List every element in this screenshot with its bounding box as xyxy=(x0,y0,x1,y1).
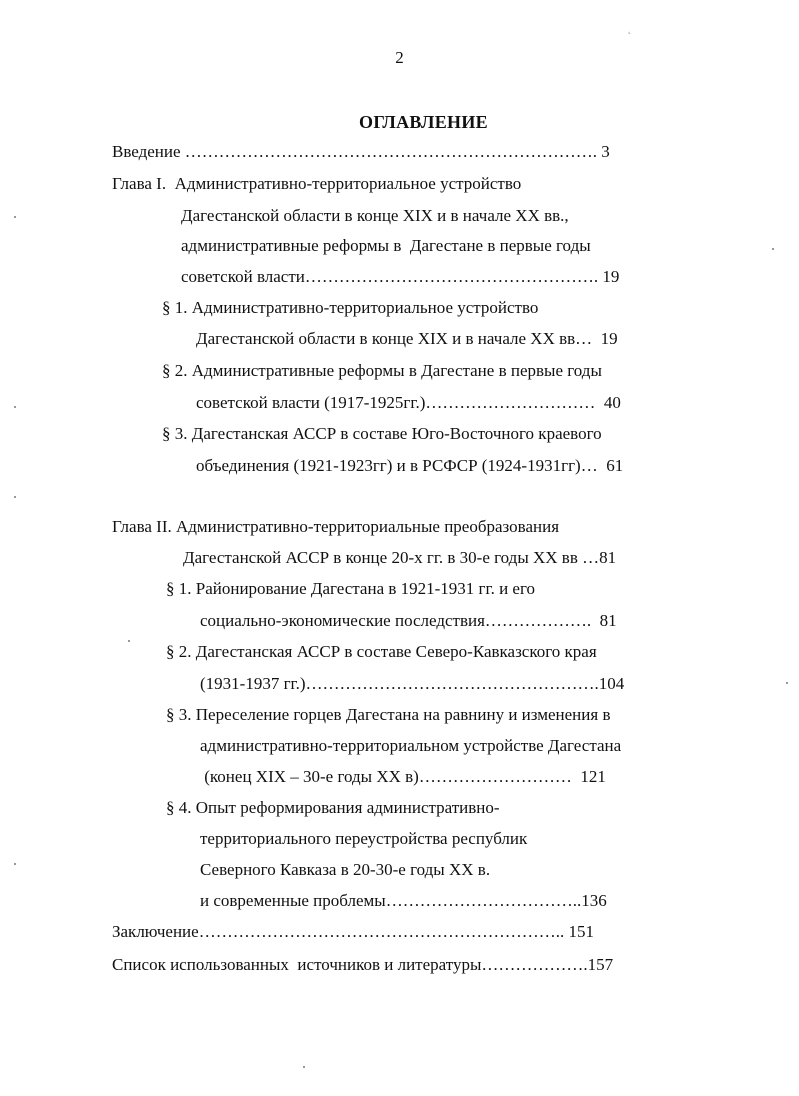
scan-speck xyxy=(303,1066,305,1068)
toc-ch1-section-3: § 3. Дагестанская АССР в составе Юго-Восточного краевого xyxy=(162,424,602,443)
scan-speck xyxy=(128,640,130,642)
toc-ch1-section-1-line-2: Дагестанской области в конце XIX и в начале XX вв… 19 xyxy=(196,329,618,348)
toc-ch2-section-4-line-3: Северного Кавказа в 20-30-е годы XX в. xyxy=(200,860,491,879)
scan-speck xyxy=(14,863,16,865)
toc-chapter-1-line-4: советской власти……………………………………………. 19 xyxy=(181,267,620,286)
toc-chapter-2-heading: Глава II. Административно-территориальные преобразования xyxy=(112,517,560,536)
scan-speck xyxy=(14,216,16,218)
scan-speck xyxy=(14,406,16,408)
toc-entry-conclusion: Заключение……………………………………………………….. 151 xyxy=(112,922,594,941)
toc-ch1-section-1: § 1. Административно-территориальное устройство xyxy=(162,298,539,317)
toc-ch2-section-4-line-4: и современные проблемы……………………………..136 xyxy=(200,891,607,910)
toc-entry-introduction: Введение ………………………………………………………………. 3 xyxy=(112,142,610,161)
toc-ch1-section-2: § 2. Административные реформы в Дагестане в первые годы xyxy=(162,361,602,380)
toc-ch1-section-3-line-2: объединения (1921-1923гг) и в РСФСР (1924-1931гг)… 61 xyxy=(196,456,624,475)
toc-entry-bibliography: Список использованных источников и литературы……………….157 xyxy=(112,955,614,974)
toc-ch2-section-2-line-2: (1931-1937 гг.)…………………………………………….104 xyxy=(200,674,625,693)
scan-speck xyxy=(14,496,16,498)
toc-ch2-section-4: § 4. Опыт реформирования административно- xyxy=(166,798,500,817)
page-title: ОГЛАВЛЕНИЕ xyxy=(359,112,488,132)
toc-ch2-section-3: § 3. Переселение горцев Дагестана на равнину и изменения в xyxy=(166,705,611,724)
toc-ch1-section-2-line-2: советской власти (1917-1925гг.)………………………… 40 xyxy=(196,393,621,412)
toc-chapter-1-line-3: административные реформы в Дагестане в первые годы xyxy=(181,236,591,255)
toc-ch2-section-3-line-2: административно-территориальном устройстве Дагестана xyxy=(200,736,622,755)
toc-chapter-2-line-2: Дагестанской АССР в конце 20-х гг. в 30-е годы XX вв …81 xyxy=(183,548,617,567)
toc-ch2-section-1: § 1. Районирование Дагестана в 1921-1931 гг. и его xyxy=(166,579,536,598)
page-number: 2 xyxy=(395,48,404,67)
scan-speck xyxy=(786,682,788,684)
toc-ch2-section-4-line-2: территориального переустройства республик xyxy=(200,829,528,848)
toc-ch2-section-3-line-3: (конец XIX – 30-е годы XX в)……………………… 121 xyxy=(200,767,606,786)
scan-speck xyxy=(772,248,774,250)
toc-chapter-1-heading: Глава I. Административно-территориальное устройство xyxy=(112,174,522,193)
toc-ch2-section-1-line-2: социально-экономические последствия………………. 81 xyxy=(200,611,617,630)
scan-mark: ˛ xyxy=(628,24,632,35)
toc-chapter-1-line-2: Дагестанской области в конце XIX и в начале XX вв., xyxy=(181,206,569,225)
toc-ch2-section-2: § 2. Дагестанская АССР в составе Северо-Кавказского края xyxy=(166,642,597,661)
